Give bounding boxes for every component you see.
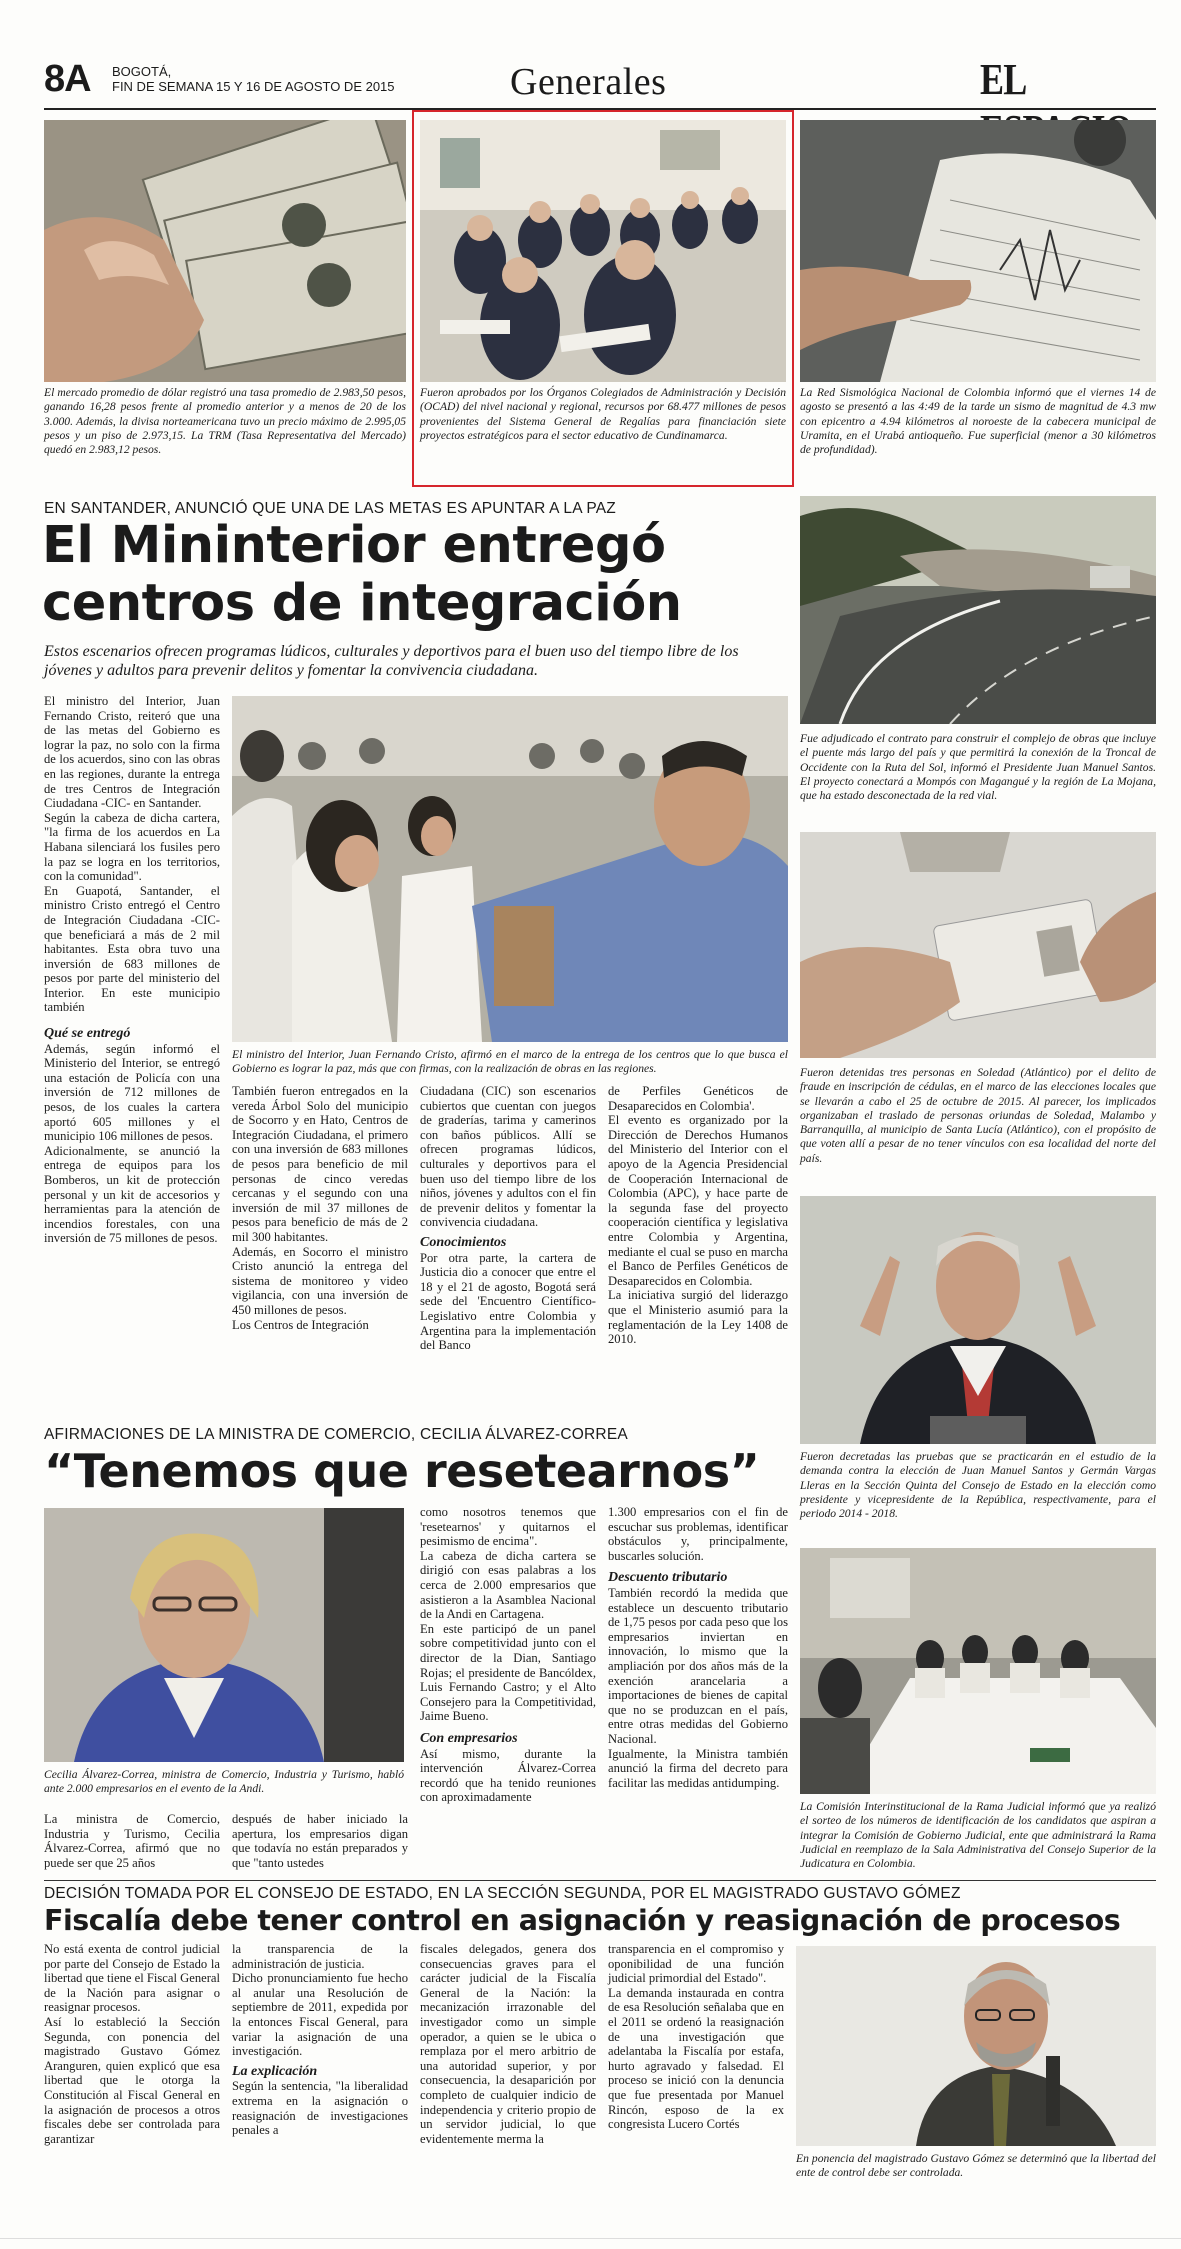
- story3-col1-p1: No está exenta de control judicial por parte del Consejo de Estado la libertad que tiene el Fiscal General de la Nación para asignar o reasignar procesos.: [44, 1942, 220, 2015]
- story2-subhead-b: Descuento tributario: [608, 1570, 728, 1586]
- story1-headline-line1: El Mininterior entregó: [42, 516, 666, 575]
- story1-col2-p3: Los Centros de Integración: [232, 1317, 369, 1332]
- story2-col1: La ministra de Comercio, Industria y Turismo, Cecilia Álvarez-Correa, afirmó que no puede ser que 25 años: [44, 1812, 220, 1870]
- story2-headline: “Tenemos que resetearnos”: [44, 1444, 760, 1498]
- dateline: [112, 64, 395, 94]
- dateline-city: BOGOTÁ,: [112, 64, 172, 79]
- story1-col2-p2: Además, en Socorro el ministro Cristo anunció la entrega del sistema de monitoreo y video vigilancia, con una inversión de 450 millones de pesos.: [232, 1244, 408, 1317]
- caption-road: Fue adjudicado el contrato para construir el complejo de obras que incluye el puente más largo del país y que permitirá la conexión de la Troncal de Occidente con la Ruta del Sol, informó el Presidente Juan Manuel Santos. El proyecto conectará a Mompós con Magangué y la región de La Mojana, que ha estado desconectada de la red vial.: [800, 732, 1156, 803]
- president-photo: [800, 1196, 1156, 1444]
- page-bottom-edge: [0, 2238, 1181, 2249]
- story3-col1: [44, 1942, 220, 2146]
- story1-col1: [44, 694, 220, 1246]
- story3-col4: [608, 1942, 784, 2132]
- story2-col3-p3: En este participó de un panel sobre competitividad junto con el director de la Dian, Santiago Rojas; el presidente de Bancóldex, Luis Fernando Castro; y el Alto Consejero para la Competitividad, Jaime Bueno.: [420, 1621, 596, 1724]
- caption-santos: Fueron decretadas las pruebas que se practicarán en el estudio de la demanda contra la elección de Juan Manuel Santos y Germán Vargas Lleras en la Sección Quinta del Consejo de Estado en la elección como presidente y vicepresidente de la República, respectivamente, para el periodo 2014 - 2018.: [800, 1450, 1156, 1521]
- story3-rule: [44, 1880, 1156, 1881]
- story1-col4-p2: El evento es organizado por la Dirección de Derechos Humanos del Ministerio del Interior con el apoyo de la Agencia Presidencial de Cooperación Internacional de Colombia (APC), y hace parte de la segunda fase del proyecto cooperación científica y legislativa entre Colombia y Argentina, mediante el cual se puso en marcha el Banco de Perfiles Genéticos de Desaparecidos en Colombia.: [608, 1113, 788, 1288]
- page-number: 8A: [44, 58, 91, 100]
- story1-col3-p1: Ciudadana (CIC) son escenarios cubiertos que cuentan con juegos de graderías, tarima y camerinos con baños públicos. Allí se ofrecen programas lúdicos, culturales y deportivos para el buen uso del tiempo libre de los niños, jóvenes y adultos con el fin de prevenir delitos y fomentar la convivencia ciudadana.: [420, 1084, 596, 1230]
- story3-col2: [232, 1942, 408, 2138]
- highlight-box: [412, 110, 794, 487]
- seismograph-photo: [800, 120, 1156, 382]
- caption-regalias: Fueron aprobados por los Órganos Colegiados de Administración y Decisión (OCAD) del nivel nacional y regional, recursos por 68.477 millones de pesos provenientes del Sistema General de Regalías para financiación siete proyectos estratégicos para el sector educativo de Cundinamarca.: [420, 386, 786, 442]
- story1-col1-p2: Según la cabeza de dicha cartera, "la firma de los acuerdos en La Habana silenciará los fusiles pero la paz se logra en los territorios, con la comunidad".: [44, 810, 220, 884]
- story3-subhead: La explicación: [232, 2063, 318, 2079]
- story3-col1-p2: Así lo estableció la Sección Segunda, con ponencia del magistrado Gustavo Gómez Aranguren, quien explicó que esa libertad que le otorga la Constitución al Fiscal General en la asignación de procesos a otros fiscales debe ser controlada para garantizar: [44, 2014, 220, 2146]
- story3-col2-p1: la transparencia de la administración de justicia.: [232, 1942, 408, 1971]
- story2-col3-p4: Así mismo, durante la intervención Álvarez-Correa recordó que ha tenido reuniones con aproximadamente: [420, 1746, 596, 1805]
- magistrate-photo: [796, 1946, 1156, 2146]
- story2-subhead-a: Con empresarios: [420, 1730, 518, 1746]
- story2-col4-p3: Igualmente, la Ministra también anunció la firma del decreto para facilitar las medidas antidumping.: [608, 1746, 788, 1790]
- road-photo: [800, 496, 1156, 724]
- story1-headline-line2: centros de integración: [42, 574, 682, 633]
- caption-dollar: El mercado promedio de dólar registró una tasa promedio de 2.983,50 pesos, ganando 16,28 pesos frente al promedio anterior y a menos de 20 de los 3.000. Además, la divisa norteamericana tuvo un precio máximo de 2.995,05 pesos y un piso de 2.973,15. La TRM (Tasa Representativa del Mercado) quedó en 2.983,12 pesos.: [44, 386, 406, 457]
- story1-col2: [232, 1084, 408, 1332]
- meeting-photo: [800, 1548, 1156, 1794]
- story2-col4: [608, 1505, 788, 1790]
- story2-kicker: AFIRMACIONES DE LA MINISTRA DE COMERCIO, CECILIA ÁLVAREZ-CORREA: [44, 1426, 628, 1443]
- story2-col4-p2: También recordó la medida que establece un descuento tributario de 1,75 pesos por cada peso que los empresarios inviertan en innovación, lo mismo que la ampliación por dos años más de la exención arancelaria a importaciones de bienes de capital que no se produzcan en el país, entre otras medidas del Gobierno Nacional.: [608, 1585, 788, 1746]
- story3-photo-caption: En ponencia del magistrado Gustavo Gómez se determinó que la libertad del ente de control debe ser controlada.: [796, 2152, 1156, 2180]
- story1-col2-p1: También fueron entregados en la vereda Árbol Solo del municipio de Socorro y en Hato, Centros de Integración Ciudadana, el primero con una inversión de 683 millones de pesos para beneficio de mil personas de cinco veredas cercanas y el segundo con una inversión de mil 37 millones de pesos para beneficio de más de 2 mil 300 habitantes.: [232, 1084, 408, 1244]
- story2-col3: [420, 1505, 596, 1805]
- story1-col1-p1: El ministro del Interior, Juan Fernando Cristo, reiteró que una de las metas del Gobierno es lograr la paz, no solo con la firma de los acuerdos, sino con las obras en las regiones, durante la entrega de tres Centros de Integración Ciudadana -CIC- en Santander.: [44, 694, 220, 811]
- story2-col3-p2: La cabeza de dicha cartera se dirigió con esas palabras a los cerca de 2.000 empresarios que asistieron a la Asamblea Nacional de la Andi en Cartagena.: [420, 1548, 596, 1622]
- section-title: Generales: [510, 61, 667, 103]
- story1-col1-p5: Adicionalmente, se anunció la entrega de equipos para los Bomberos, un kit de protección personal y un kit de accesorios y herramientas para la atención de incendios forestales, con una inversión de 75 millones de pesos.: [44, 1143, 220, 1246]
- story1-headline: [42, 517, 802, 633]
- masthead-logo: EL: [980, 55, 1025, 104]
- caption-rama-judicial: La Comisión Interinstitucional de la Rama Judicial informó que ya realizó el sorteo de los números de identificación de los candidatos que aspiran a integrar la Comisión de Gobierno Judicial, ente que administrará la Rama Judicial en reemplazo de la Sala Administrativa del Consejo Superior de la Judicatura en Colombia.: [800, 1800, 1156, 1871]
- story3-col3: fiscales delegados, genera dos consecuencias graves para el carácter judicial de la Fiscalía General de la Nación: la mecanización irrazonable del investigador como un simple operador, a quien se le ubica o remplaza por el mero arbitrio de una autoridad superior, y por consecuencia, la desaparición por completo de cualquier indicio de independencia y criterio propio de un servidor judicial, lo que evidentemente merma la: [420, 1942, 596, 2146]
- portrait-photo: [44, 1508, 404, 1762]
- story3-headline: Fiscalía debe tener control en asignación y reasignación de procesos: [44, 1904, 1121, 1937]
- story3-col2-p2: Dicho pronunciamiento fue hecho al anular una Resolución de septiembre de 2011, expedida por la entonces Fiscal General, para variar la asignación de una investigación.: [232, 1971, 408, 2059]
- story1-col4-p3: La iniciativa surgió del liderazgo que el Ministerio asumió para la reglamentación de la Ley 1408 de 2010.: [608, 1288, 788, 1347]
- story1-col3-p2: Por otra parte, la cartera de Justicia dio a conocer que entre el 18 y el 21 de agosto, Bogotá será sede del 'Encuentro Científico-Legislativo entre Colombia y Argentina para la implementación del Banco: [420, 1250, 596, 1353]
- story1-col1-p3: En Guapotá, Santander, el ministro Cristo entregó el Centro de Integración Ciudadana -CIC- que beneficiará a más de 2 mil habitantes. Esta obra tuvo una inversión de 683 millones de pesos por parte del ministerio del Interior. En este municipio también: [44, 883, 220, 1015]
- story1-col3: [420, 1084, 596, 1353]
- story1-col4-p1: de Perfiles Genéticos de Desaparecidos en Colombia'.: [608, 1084, 788, 1113]
- caption-sismo: La Red Sismológica Nacional de Colombia informó que el viernes 14 de agosto se presentó a las 4:49 de la tarde un sismo de magnitud de 4.3 mw con epicentro a 4.94 kilómetros al noroeste de la cabecera municipal de Uramita, en el Urabá antioqueño. Fue superficial (menor a 30 kilómetros de profundidad).: [800, 386, 1156, 457]
- story2-col4-p1: 1.300 empresarios con el fin de escuchar sus problemas, identificar obstáculos y, principalmente, buscarles solución.: [608, 1505, 788, 1563]
- story1-subhead1: Qué se entregó: [44, 1026, 131, 1042]
- money-photo: [44, 120, 406, 382]
- story3-col4-p2: La demanda instaurada en contra de esa Resolución señalaba que en el 2011 se ordenó la reasignación de una investigación que adelantaba la Fiscalía por estafa, hurto agravado y falsedad. El proceso se inició con la denuncia que fue presentada por Manuel Rincón, esposo de la ex congresista Lucero Cortés: [608, 1985, 784, 2132]
- story2-col3-p1: como nosotros tenemos que 'resetearnos' y quitarnos el pesimismo de encima".: [420, 1505, 596, 1549]
- event-photo: [232, 696, 788, 1042]
- story2-photo-caption: Cecilia Álvarez-Correa, ministra de Comercio, Industria y Turismo, habló ante 2.000 empresarios en el evento de la Andi.: [44, 1768, 404, 1796]
- story3-kicker: DECISIÓN TOMADA POR EL CONSEJO DE ESTADO, EN LA SECCIÓN SEGUNDA, POR EL MAGISTRADO GUSTAVO GÓMEZ: [44, 1885, 961, 1902]
- id-card-photo: [800, 832, 1156, 1058]
- story2-col2: después de haber iniciado la apertura, los empresarios digan que todavía no están preparados y que "tanto ustedes: [232, 1812, 408, 1870]
- caption-id-fraud: Fueron detenidas tres personas en Soledad (Atlántico) por el delito de fraude en inscripción de cédulas, en el marco de las elecciones locales que se llevarán a cabo el 25 de octubre de 2015. Al parecer, los implicados organizaban el traslado de personas oriundas de Soledad, Malambo y Barranquilla, al municipio de Santa Lucía (Atlántico), con el propósito de que voten allí a pesar de no tener vínculos con esa localidad del norte del país.: [800, 1066, 1156, 1165]
- story1-deck: Estos escenarios ofrecen programas lúdicos, culturales y deportivos para el buen uso del tiempo libre de los jóvenes y adultos para prevenir delitos y fomentar la convivencia ciudadana.: [44, 643, 739, 679]
- story1-subhead2: Conocimientos: [420, 1234, 507, 1250]
- story3-col2-p3: Según la sentencia, "la liberalidad extrema en la asignación o reasignación de investigaciones penales a: [232, 2079, 408, 2138]
- story3-col4-p1: transparencia en el compromiso y oponibilidad de una función judicial primordial del Estado".: [608, 1942, 784, 1986]
- story1-kicker: EN SANTANDER, ANUNCIÓ QUE UNA DE LAS METAS ES APUNTAR A LA PAZ: [44, 500, 616, 517]
- story1-col4: [608, 1084, 788, 1347]
- dateline-date: FIN DE SEMANA 15 Y 16 DE AGOSTO DE 2015: [112, 79, 395, 94]
- story1-col1-p4: Además, según informó el Ministerio del Interior, se entregó una estación de Policía con una inversión de 712 millones de pesos, de los cuales la cartera aportó 605 millones y el municipio 106 millones de pesos.: [44, 1041, 220, 1144]
- story1-photo-caption: El ministro del Interior, Juan Fernando Cristo, afirmó en el marco de la entrega de los centros que lo que busca el Gobierno es lograr la paz, más que con firmas, con la realización de obras en las regiones.: [232, 1048, 788, 1076]
